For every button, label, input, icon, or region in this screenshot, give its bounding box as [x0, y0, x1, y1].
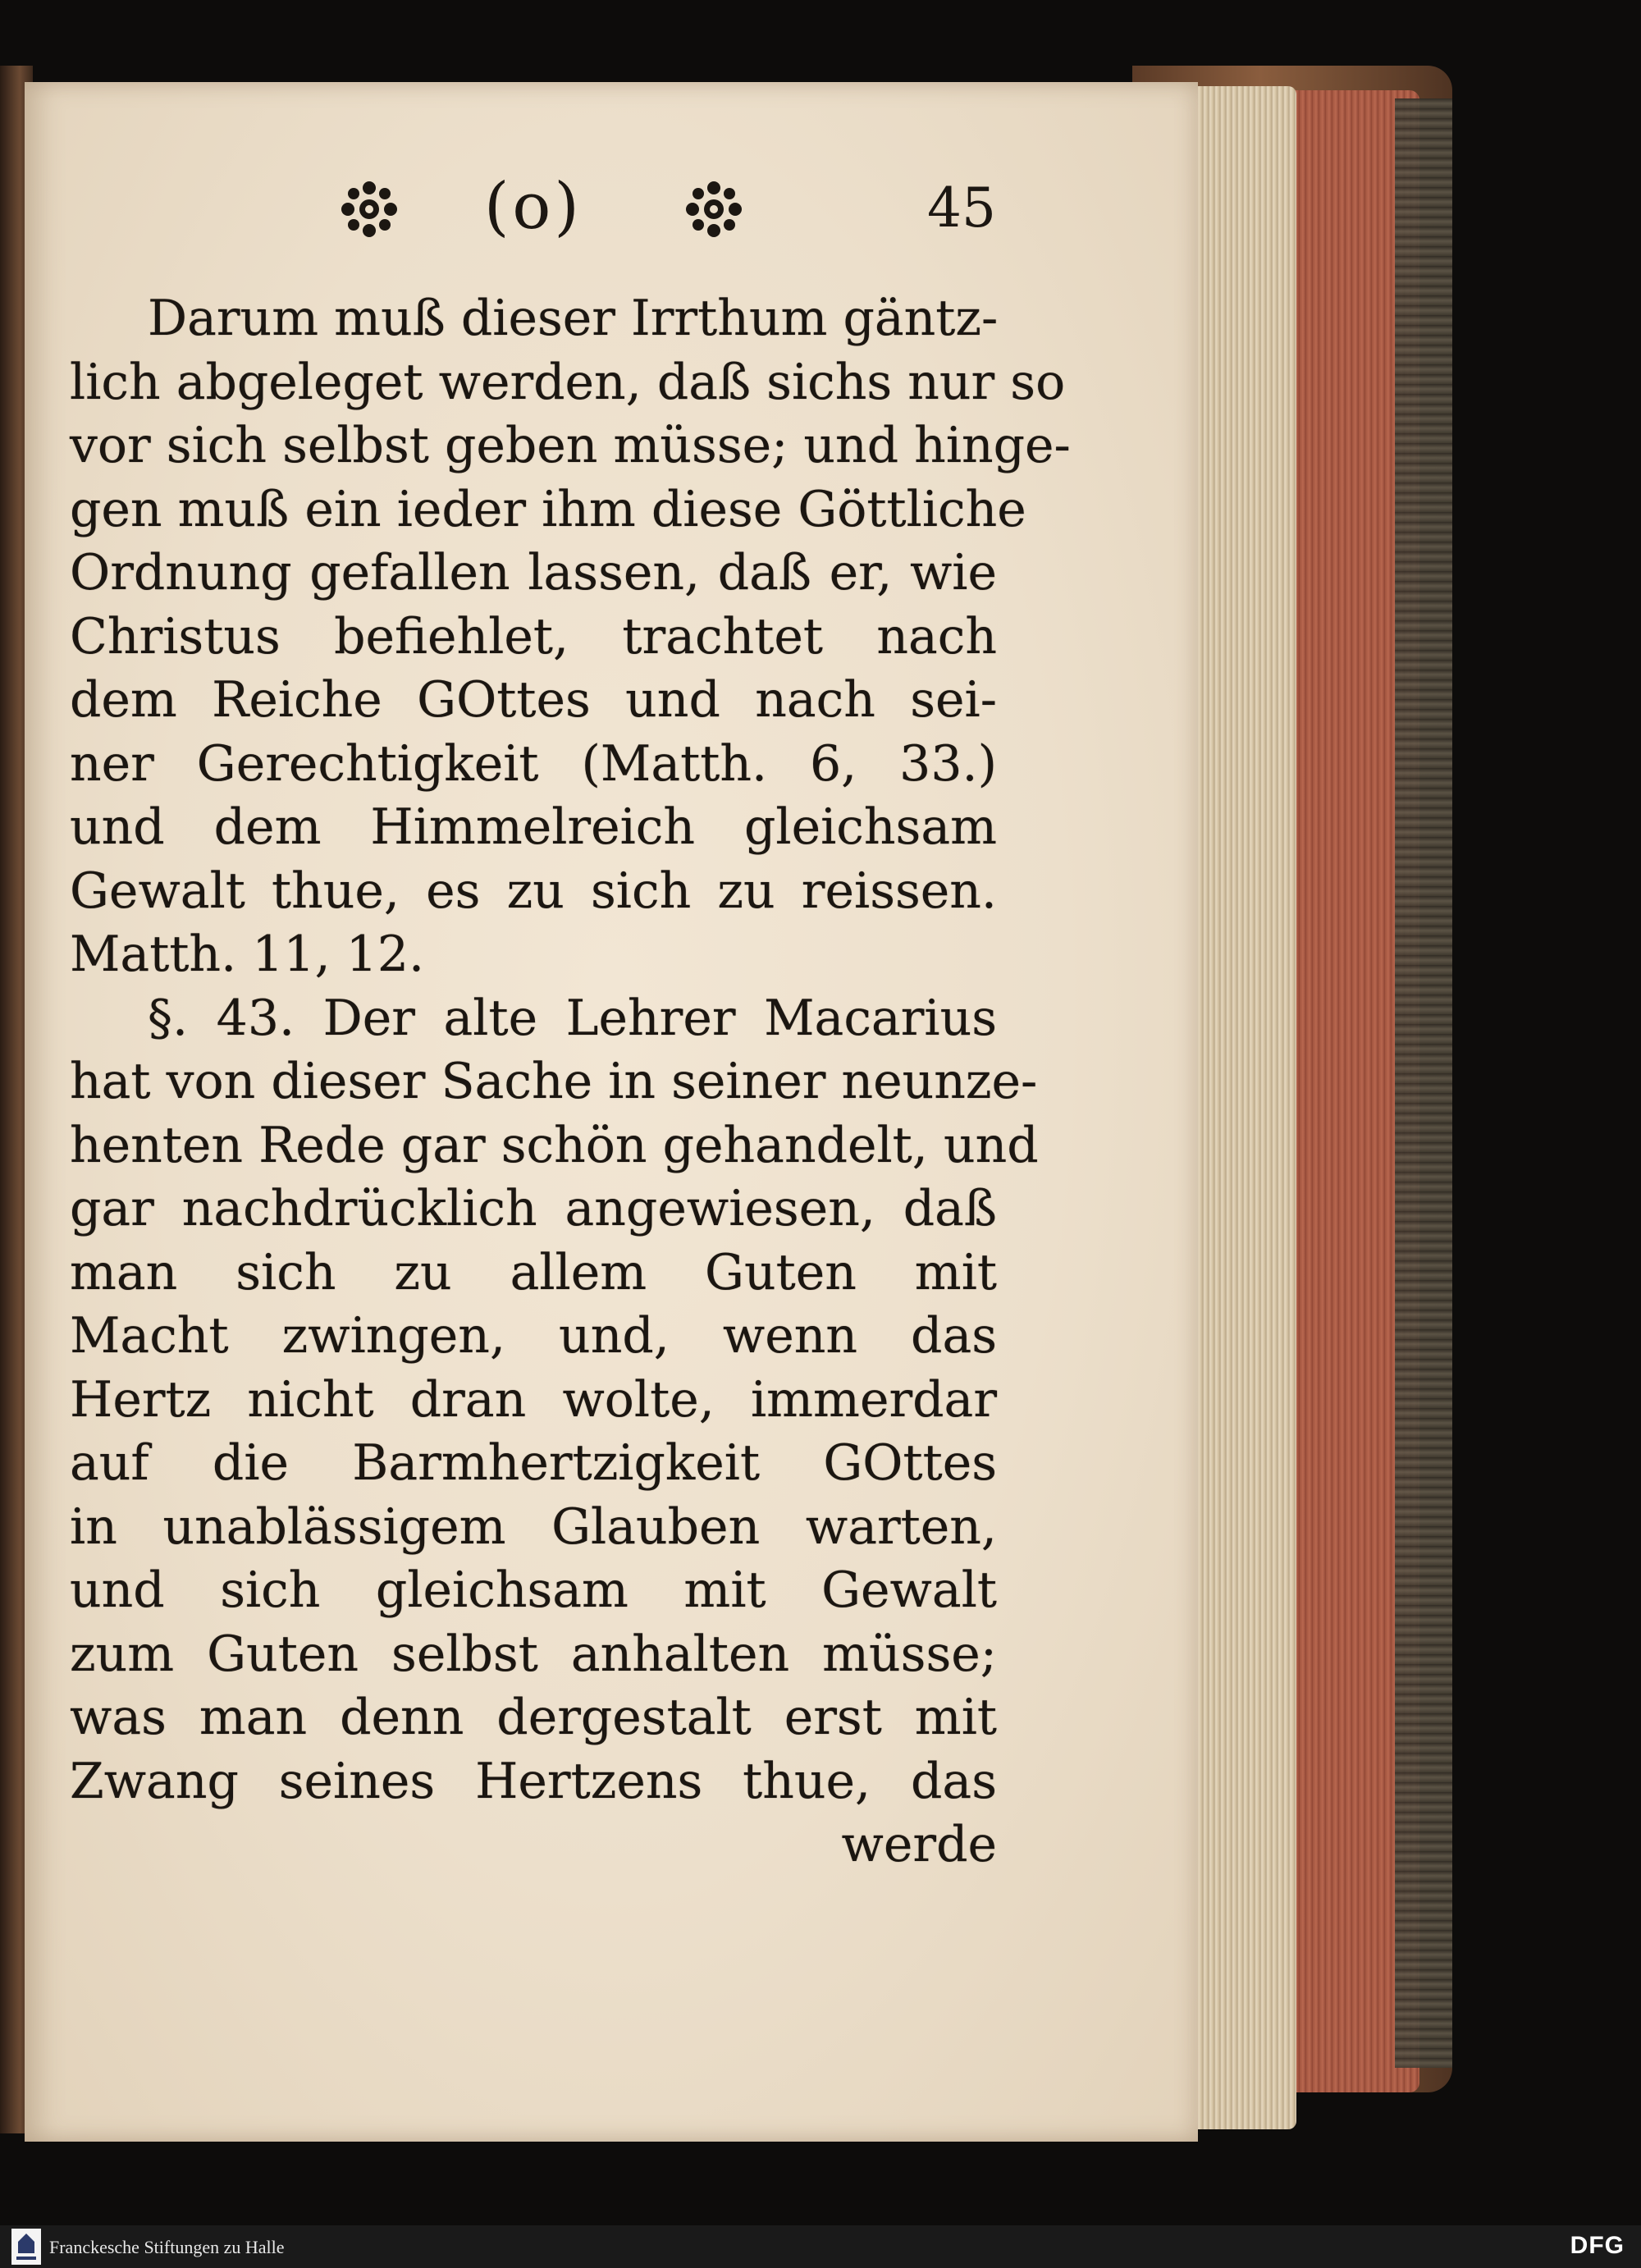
text-line: und sich gleichsam mit Gewalt: [70, 1562, 997, 1619]
footer-institution: Franckesche Stiftungen zu Halle: [49, 2237, 285, 2257]
text-line: auf die Barmhertzigkeit GOttes: [70, 1434, 997, 1492]
catchword: werde: [841, 1816, 997, 1873]
text-line: henten Rede gar schön gehandelt, und: [70, 1116, 1039, 1174]
text-line: hat von dieser Sache in seiner neunze-: [70, 1053, 1038, 1110]
body-text: [70, 287, 1071, 1877]
text-line: lich abgeleget werden, daß sichs nur so: [70, 353, 1066, 411]
text-line: gar nachdrücklich angewiesen, daß: [70, 1180, 997, 1237]
page-header: [336, 170, 1034, 250]
flower-ornament-icon: [336, 176, 402, 242]
text-line: ner Gerechtigkeit (Matth. 6, 33.): [70, 734, 997, 793]
running-head: (o): [484, 170, 583, 244]
text-line: Matth. 11, 12.: [70, 926, 425, 983]
text-line: was man denn dergestalt erst mit: [70, 1689, 997, 1746]
text-line: Zwang seines Hertzens thue, das: [70, 1752, 997, 1810]
text-line: vor sich selbst geben müsse; und hinge-: [70, 417, 1071, 474]
text-line: man sich zu allem Guten mit: [70, 1243, 997, 1301]
footer-bar: [0, 2225, 1641, 2268]
institution-logo-icon: [11, 2229, 41, 2265]
text-line: in unablässigem Glauben warten,: [70, 1498, 997, 1556]
text-line: zum Guten selbst anhalten müsse;: [70, 1625, 997, 1683]
text-line: Hertz nicht dran wolte, immerdar: [70, 1370, 997, 1429]
text-line: und dem Himmelreich gleichsam: [70, 798, 997, 856]
text-line: Christus befiehlet, trachtet nach: [70, 607, 997, 665]
page-fore-edge: [1182, 86, 1296, 2129]
text-line: §. 43. Der alte Lehrer Macarius: [148, 989, 997, 1047]
text-line: gen muß ein ieder ihm diese Göttliche: [70, 480, 1026, 538]
cover-leather: [1395, 98, 1452, 2068]
dfg-badge: DFG: [1570, 2232, 1625, 2259]
text-line: Gewalt thue, es zu sich zu reissen.: [70, 862, 997, 920]
text-line: Darum muß dieser Irrthum gäntz-: [148, 290, 999, 347]
page-number: 45: [927, 176, 996, 240]
flower-ornament-icon: [681, 176, 747, 242]
text-line: dem Reiche GOttes und nach sei-: [70, 671, 997, 729]
text-line: Ordnung gefallen lassen, daß er, wie: [70, 544, 997, 601]
text-line: Macht zwingen, und, wenn das: [70, 1307, 997, 1365]
